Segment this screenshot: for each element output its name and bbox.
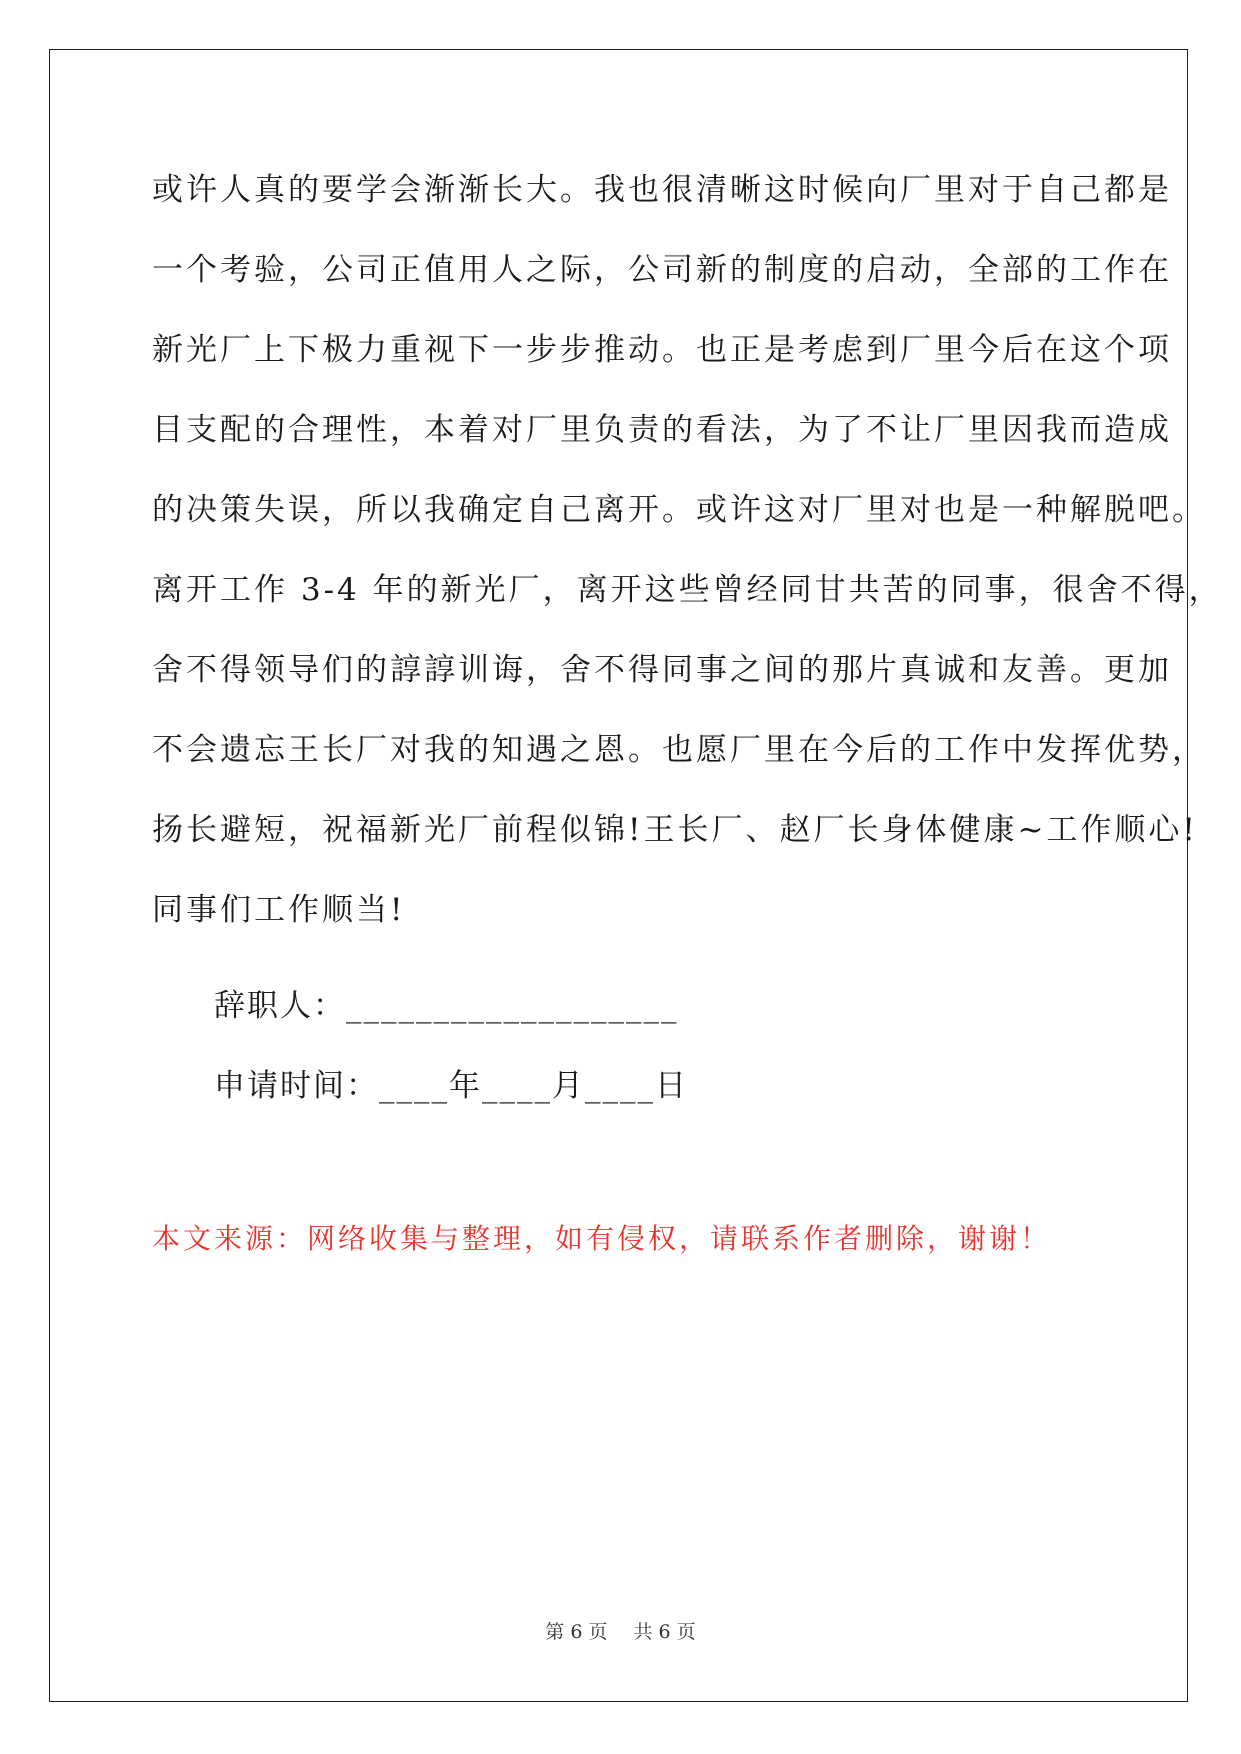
body-line: 离开工作 3-4 年的新光厂，离开这些曾经同甘共苦的同事，很舍不得， — [152, 572, 1223, 608]
body-line: 一个考验，公司正值用人之际，公司新的制度的启动，全部的工作在 — [152, 252, 1172, 288]
application-date-line: 申请时间：____年____月____日 — [214, 1068, 688, 1104]
body-line: 或许人真的要学会渐渐长大。我也很清晰这时候向厂里对于自己都是 — [152, 172, 1172, 208]
body-line: 新光厂上下极力重视下一步步推动。也正是考虑到厂里今后在这个项 — [152, 332, 1172, 368]
resigner-signature-line: 辞职人：___________________ — [214, 988, 679, 1024]
page-footer — [0, 1617, 1241, 1644]
body-line: 舍不得领导们的諄諄训诲，舍不得同事之间的那片真诚和友善。更加 — [152, 652, 1172, 688]
source-disclaimer: 本文来源：网络收集与整理，如有侵权，请联系作者删除，谢谢！ — [152, 1222, 1052, 1255]
body-line: 扬长避短，祝福新光厂前程似锦!王长厂、赵厂长身体健康~工作顺心! — [152, 812, 1198, 848]
body-line: 不会遗忘王长厂对我的知遇之恩。也愿厂里在今后的工作中发挥优势， — [152, 732, 1206, 768]
body-line: 同事们工作顺当! — [152, 892, 406, 928]
body-line: 目支配的合理性，本着对厂里负责的看法，为了不让厂里因我而造成 — [152, 412, 1172, 448]
total-page-count: 共 6 页 — [633, 1621, 696, 1643]
letter-body — [152, 162, 1223, 962]
body-line: 的决策失误，所以我确定自己离开。或许这对厂里对也是一种解脱吧。 — [152, 492, 1206, 528]
current-page-number: 第 6 页 — [545, 1621, 608, 1643]
